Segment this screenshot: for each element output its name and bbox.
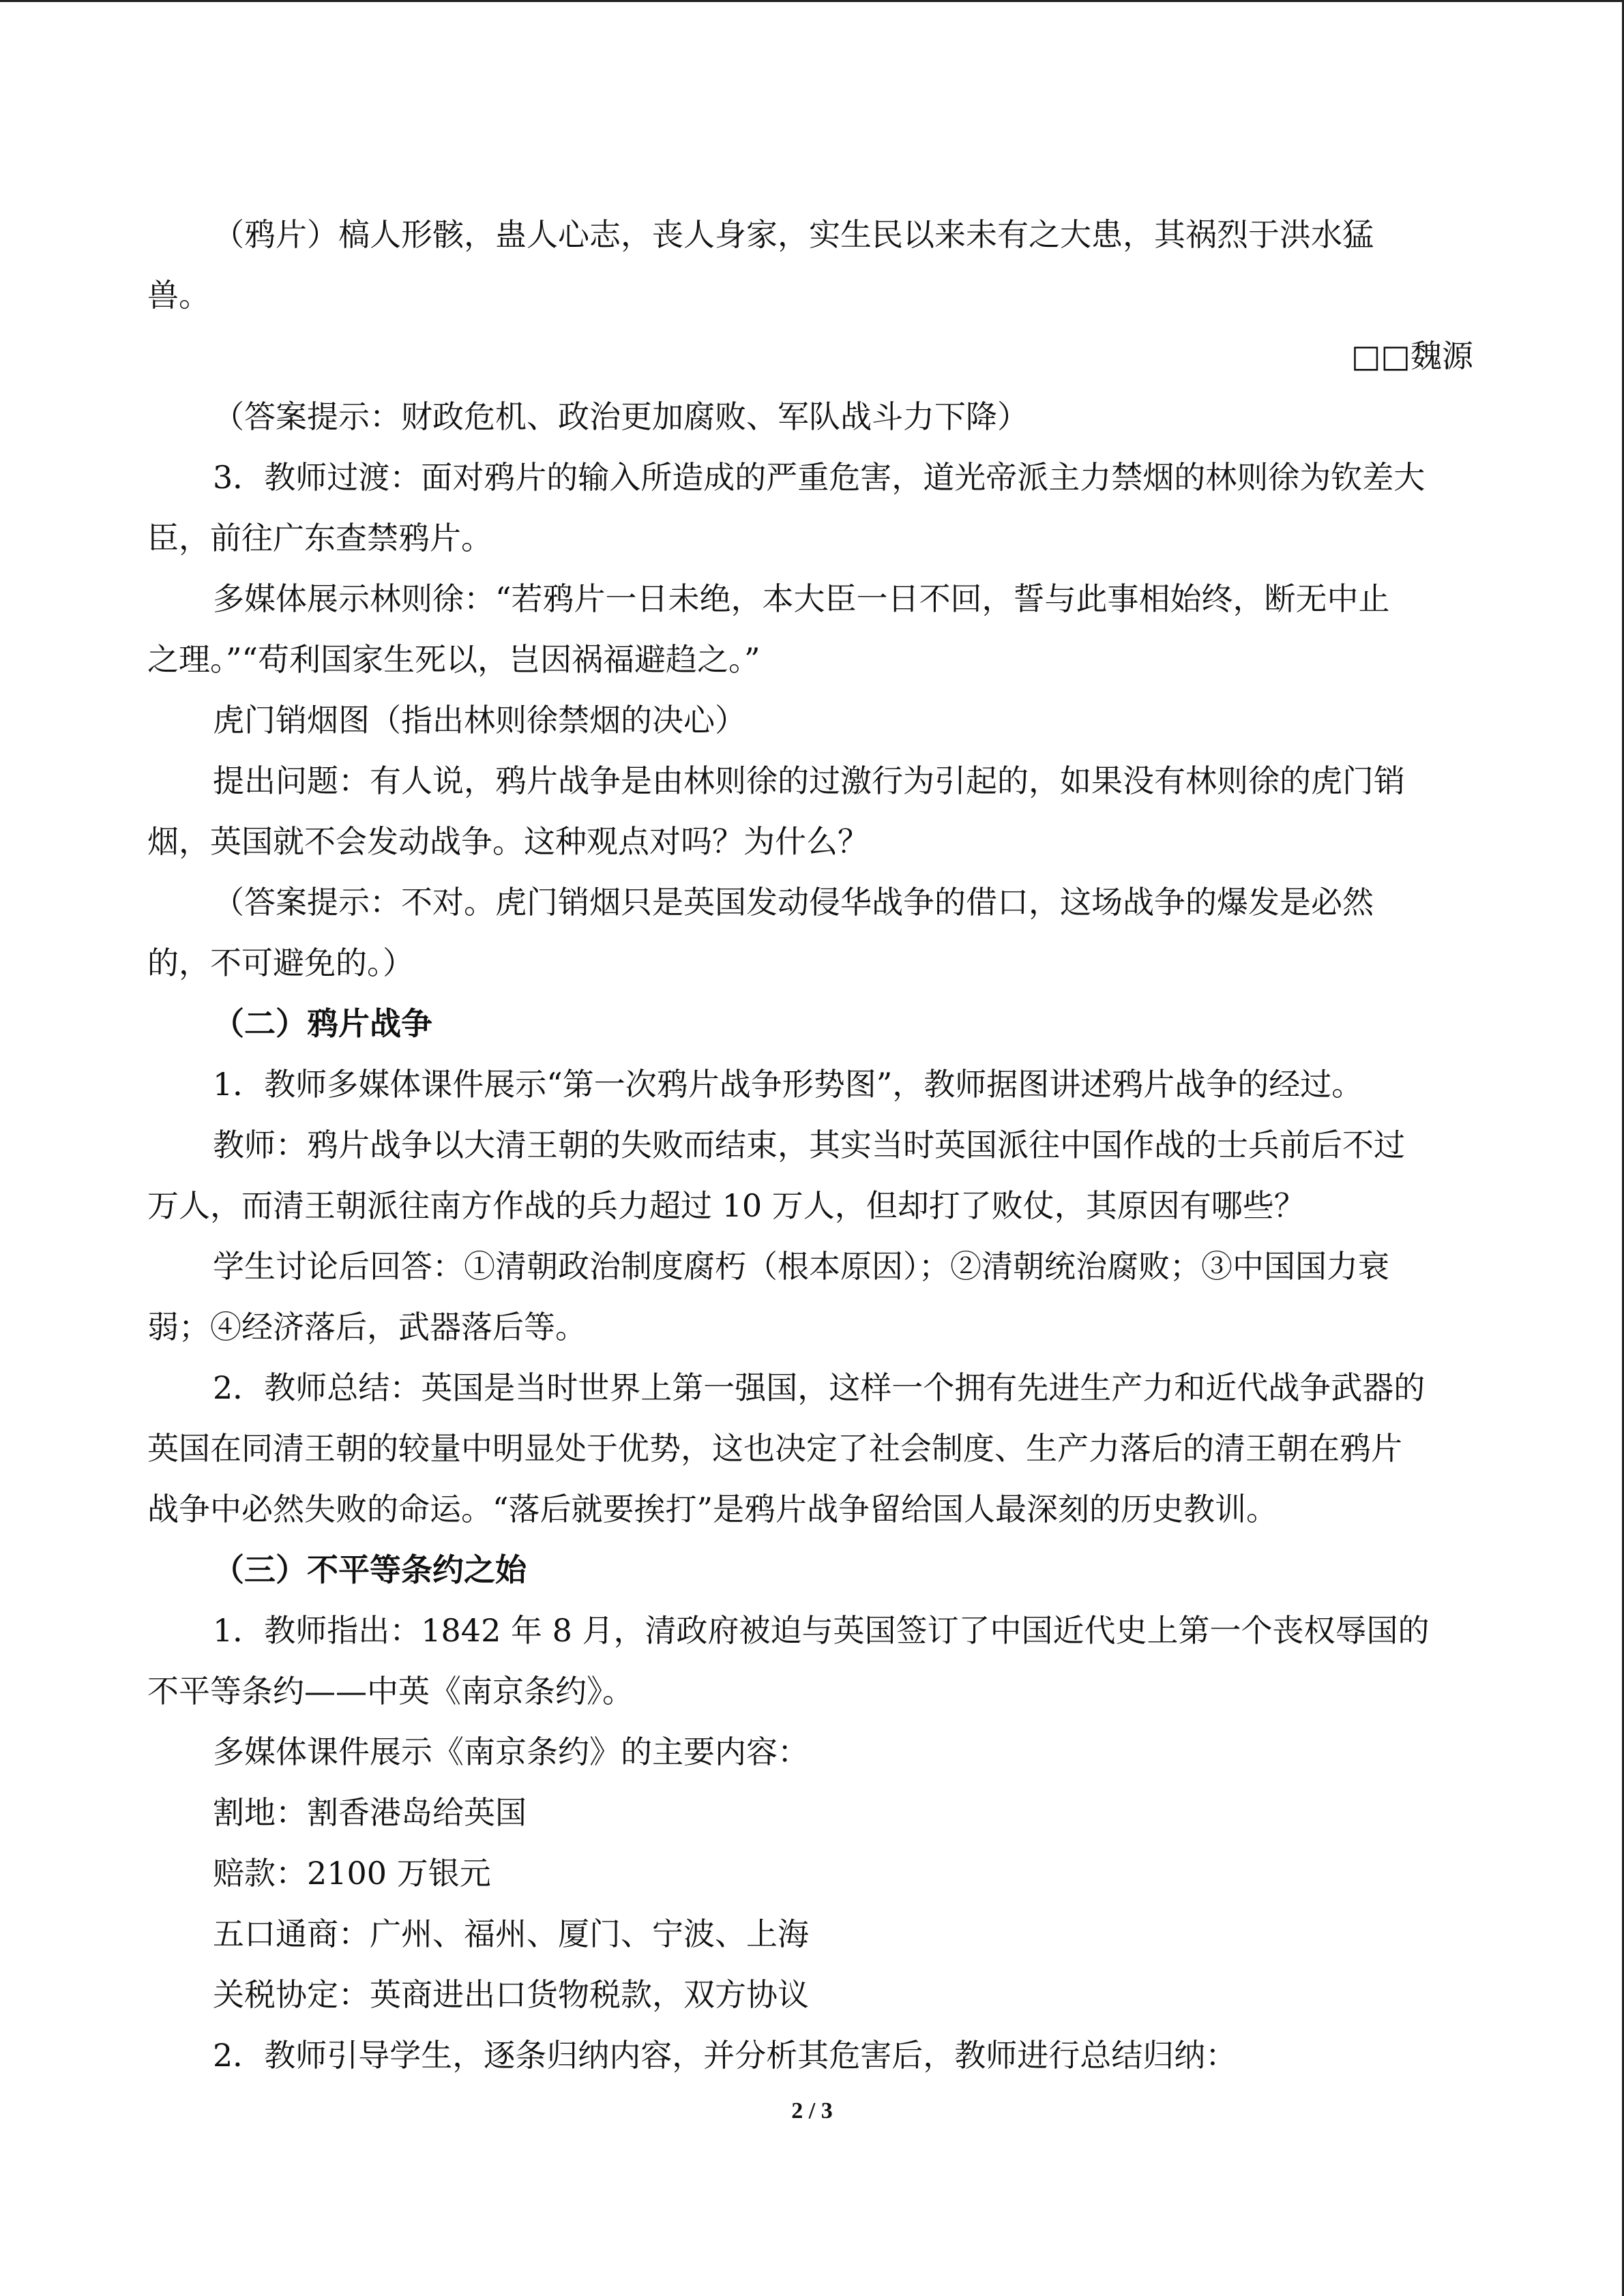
paragraph: 烟，英国就不会发动战争。这种观点对吗？为什么？ <box>147 823 869 860</box>
treaty-item: 赔款：2100 万银元 <box>213 1855 491 1892</box>
paragraph: 多媒体展示林则徐：“若鸦片一日未绝，本大臣一日不回，誓与此事相始终，断无中止 <box>213 580 1390 617</box>
paragraph: 之理。”“苟利国家生死以，岂因祸福避趋之。” <box>147 641 761 678</box>
treaty-item: 五口通商：广州、福州、厦门、宁波、上海 <box>213 1915 809 1952</box>
paragraph: 2．教师引导学生，逐条归纳内容，并分析其危害后，教师进行总结归纳： <box>213 2037 1237 2074</box>
section-heading: （三）不平等条约之始 <box>213 1551 527 1588</box>
page-number: 2 / 3 <box>791 2098 833 2123</box>
paragraph: 的，不可避免的。） <box>147 944 414 981</box>
paragraph: 臣，前往广东查禁鸦片。 <box>147 520 492 556</box>
paragraph: 3．教师过渡：面对鸦片的输入所造成的严重危害，道光帝派主力禁烟的林则徐为钦差大 <box>213 459 1426 496</box>
page-border-top <box>0 0 1624 2</box>
paragraph: 不平等条约——中英《南京条约》。 <box>147 1673 634 1710</box>
paragraph: 学生讨论后回答：①清朝政治制度腐朽（根本原因）；②清朝统治腐败；③中国国力衰 <box>213 1248 1389 1285</box>
paragraph: 兽。 <box>147 277 210 314</box>
treaty-item: 关税协定：英商进出口货物税款，双方协议 <box>213 1976 809 2013</box>
paragraph: 多媒体课件展示《南京条约》的主要内容： <box>213 1733 809 1770</box>
document-body <box>147 205 1477 2086</box>
paragraph: （鸦片）槁人形骸，蛊人心志，丧人身家，实生民以来未有之大患，其祸烈于洪水猛 <box>213 216 1374 253</box>
paragraph: （答案提示：不对。虎门销烟只是英国发动侵华战争的借口，这场战争的爆发是必然 <box>213 884 1374 921</box>
paragraph: （答案提示：财政危机、政治更加腐败、军队战斗力下降） <box>213 398 1029 435</box>
quote-attribution: □□魏源 <box>1351 338 1473 374</box>
paragraph: 虎门销烟图（指出林则徐禁烟的决心） <box>213 702 746 739</box>
paragraph: 1．教师多媒体课件展示“第一次鸦片战争形势图”，教师据图讲述鸦片战争的经过。 <box>213 1066 1363 1103</box>
paragraph: 2．教师总结：英国是当时世界上第一强国，这样一个拥有先进生产力和近代战争武器的 <box>213 1369 1426 1406</box>
paragraph: 英国在同清王朝的较量中明显处于优势，这也决定了社会制度、生产力落后的清王朝在鸦片 <box>147 1430 1402 1467</box>
paragraph: 教师：鸦片战争以大清王朝的失败而结束，其实当时英国派往中国作战的士兵前后不过 <box>213 1127 1405 1163</box>
paragraph: 弱；④经济落后，武器落后等。 <box>147 1309 587 1345</box>
paragraph: 提出问题：有人说，鸦片战争是由林则徐的过激行为引起的，如果没有林则徐的虎门销 <box>213 762 1405 799</box>
paragraph: 万人，而清王朝派往南方作战的兵力超过 10 万人，但却打了败仗，其原因有哪些？ <box>147 1187 1305 1224</box>
treaty-item: 割地：割香港岛给英国 <box>213 1794 527 1831</box>
paragraph: 战争中必然失败的命运。“落后就要挨打”是鸦片战争留给国人最深刻的历史教训。 <box>147 1491 1278 1527</box>
paragraph: 1．教师指出：1842 年 8 月，清政府被迫与英国签订了中国近代史上第一个丧权辱国的 <box>213 1612 1430 1649</box>
section-heading: （二）鸦片战争 <box>213 1005 432 1042</box>
